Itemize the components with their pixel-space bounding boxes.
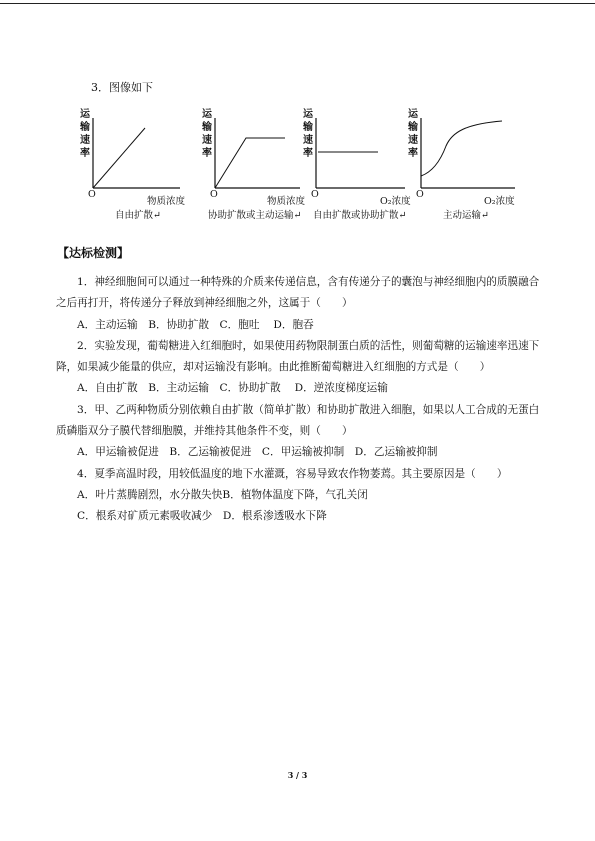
graph3-ylabel [302,107,314,159]
graph2-curve [215,138,285,188]
graph2-origin: O [210,189,218,200]
question-2-stem: 2．实验发现，葡萄糖进入红细胞时，如果使用药物限制蛋白质的活性，则葡萄糖的运输速率迅速下降，如果减少能量的供应，却对运输没有影响。由此推断葡萄糖进入红细胞的方式是（ ） [56,339,540,374]
svg-text:率: 率 [202,148,212,159]
graph-facilitated-or-active [201,107,306,221]
graph-free-diffusion [79,107,186,221]
graph1-ylabel [79,107,91,159]
svg-text:运: 运 [202,109,212,120]
question-3-options: A．甲运输被促进 B．乙运输被促进 C．甲运输被抑制 D．乙运输被抑制 [77,446,438,459]
svg-text:输: 输 [202,122,212,133]
graph4-xlabel: O₂浓度 [484,196,515,207]
svg-text:率: 率 [80,148,90,159]
question-2-options: A．自由扩散 B．主动运输 C．协助扩散 D．逆浓度梯度运输 [77,382,388,395]
transport-rate-graphs [0,100,595,230]
graph1-curve [93,128,145,188]
graph2-caption: 协助扩散或主动运输↵ [208,210,302,221]
svg-text:速: 速 [80,135,90,146]
graphs-svg [0,100,595,230]
question-list [56,272,546,528]
svg-text:运: 运 [408,109,418,120]
graph3-origin: O [311,189,319,200]
svg-text:率: 率 [303,148,313,159]
graph3-xlabel: O₂浓度 [380,196,411,207]
svg-text:运: 运 [80,109,90,120]
question-1-stem: 1．神经细胞间可以通过一种特殊的介质来传递信息，含有传递分子的囊泡与神经细胞内的质膜融合之后再打开，将传递分子释放到神经细胞之外，这属于（ ） [56,276,540,310]
svg-text:速: 速 [408,135,418,146]
svg-text:速: 速 [202,135,212,146]
svg-text:运: 运 [303,109,313,120]
graph-o2-free-or-facilitated [302,107,411,221]
graph1-origin: O [88,189,96,200]
page-number: 3 / 3 [287,770,308,780]
graph1-caption: 自由扩散↵ [115,210,161,221]
graph4-curve [421,121,502,176]
graph2-xlabel: 物质浓度 [267,196,306,207]
svg-text:输: 输 [408,122,418,133]
graph4-caption: 主动运输↵ [443,210,489,221]
svg-text:输: 输 [303,122,313,133]
question-4-options-ab: A．叶片蒸腾剧烈，水分散失快B．植物体温度下降，气孔关闭 [77,488,368,501]
graph-o2-active-transport [407,107,515,221]
graph1-xlabel: 物质浓度 [147,196,186,207]
page-top-border [0,3,595,4]
graph2-ylabel [201,107,213,159]
graph4-origin: O [416,189,424,200]
question-3-stem: 3．甲、乙两种物质分别依赖自由扩散（简单扩散）和协助扩散进入细胞，如果以人工合成的无蛋白质磷脂双分子膜代替细胞膜，并维持其他条件不变，则（ ） [56,403,540,438]
question-4-options-cd: C．根系对矿质元素吸收减少 D．根系渗透吸水下降 [77,510,327,523]
svg-text:速: 速 [303,135,313,146]
section-3-label: 3．图像如下 [91,81,153,94]
svg-text:输: 输 [80,122,90,133]
question-4-stem: 4．夏季高温时段，用较低温度的地下水灌溉，容易导致农作物萎蔫。其主要原因是（ ） [77,467,508,480]
graph4-ylabel [407,107,419,159]
graph3-caption: 自由扩散或协助扩散↵ [313,210,407,221]
svg-text:率: 率 [408,148,418,159]
question-1-options: A．主动运输 B．协助扩散 C．胞吐 D．胞吞 [77,318,314,331]
section-heading: 【达标检测】 [57,246,130,260]
